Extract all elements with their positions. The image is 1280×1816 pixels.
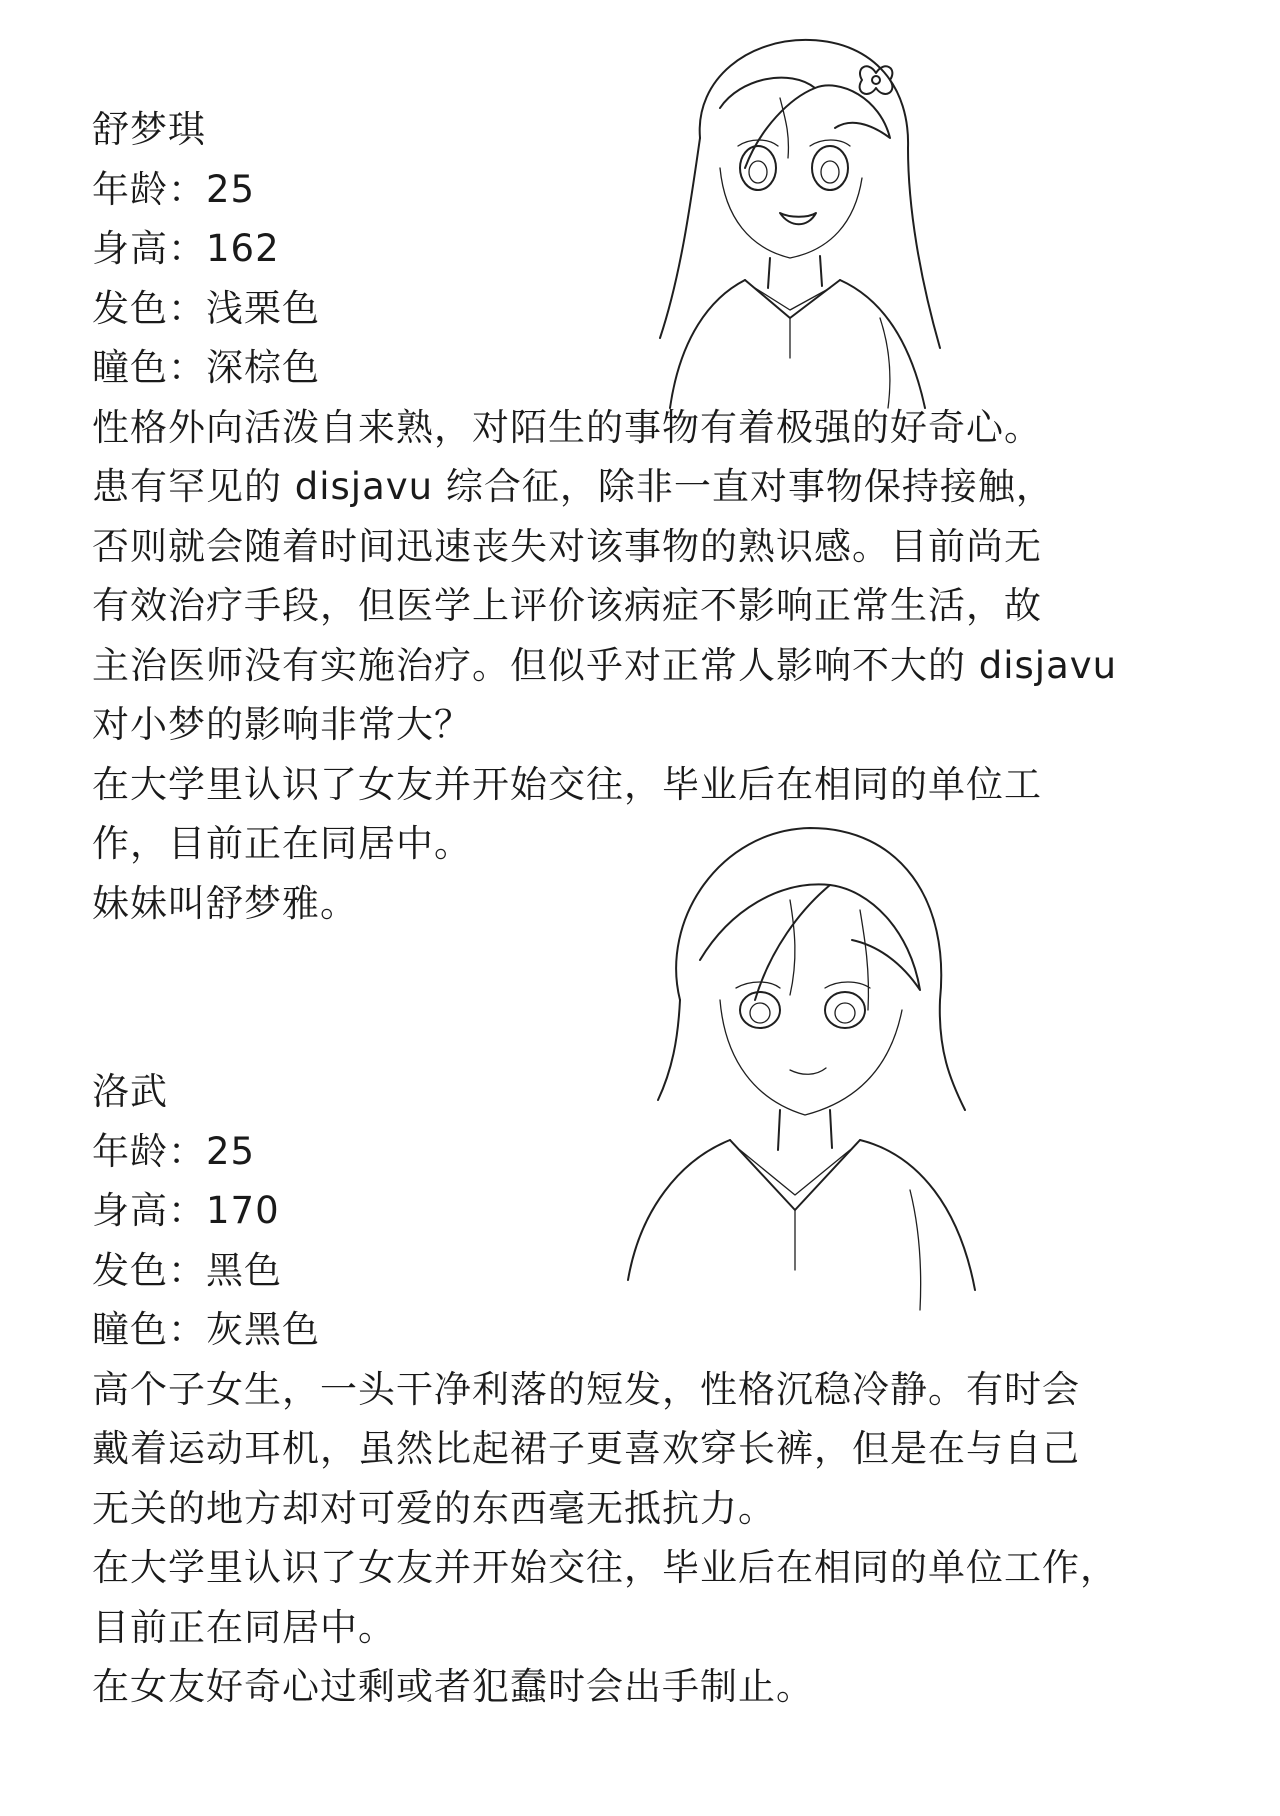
- character-hair-color: 发色：浅栗色: [92, 286, 320, 330]
- description-line: 作，目前正在同居中。: [92, 822, 472, 865]
- description-line: 在大学里认识了女友并开始交往，毕业后在相同的单位工: [92, 762, 1042, 806]
- character-eye-color: 瞳色：灰黑色: [92, 1308, 320, 1351]
- character-hair-color: 发色：黑色: [92, 1248, 282, 1292]
- description-line: 戴着运动耳机，虽然比起裙子更喜欢穿长裤，但是在与自己: [92, 1427, 1080, 1470]
- description-line: 目前正在同居中。: [92, 1605, 396, 1649]
- description-line: 患有罕见的 disjavu 综合征，除非一直对事物保持接触，: [92, 465, 1054, 508]
- character-age: 年龄：25: [92, 1129, 256, 1173]
- description-line: 主治医师没有实施治疗。但似乎对正常人影响不大的 disjavu: [92, 643, 1118, 687]
- description-line: 有效治疗手段，但医学上评价该病症不影响正常生活，故: [92, 584, 1042, 627]
- character-name: 洛武: [92, 1070, 168, 1113]
- character-eye-color: 瞳色：深棕色: [92, 346, 320, 389]
- character-profile-2: [92, 1062, 1118, 1717]
- description-line: 妹妹叫舒梦雅。: [92, 881, 358, 925]
- description-line: 对小梦的影响非常大？: [92, 703, 472, 746]
- description-line: 性格外向活泼自来熟，对陌生的事物有着极强的好奇心。: [92, 405, 1042, 449]
- character-age: 年龄：25: [92, 167, 256, 211]
- character-name: 舒梦琪: [92, 108, 206, 151]
- description-line: 在女友好奇心过剩或者犯蠢时会出手制止。: [92, 1665, 814, 1708]
- description-line: 在大学里认识了女友并开始交往，毕业后在相同的单位工作，: [92, 1546, 1118, 1589]
- character-profile-1: [92, 100, 1117, 933]
- character-height: 身高：162: [92, 227, 280, 270]
- description-line: 高个子女生，一头干净利落的短发，性格沉稳冷静。有时会: [92, 1367, 1080, 1411]
- description-line: 无关的地方却对可爱的东西毫无抵抗力。: [92, 1486, 776, 1530]
- description-line: 否则就会随着时间迅速丧失对该事物的熟识感。目前尚无: [92, 524, 1042, 568]
- character-height: 身高：170: [92, 1189, 280, 1232]
